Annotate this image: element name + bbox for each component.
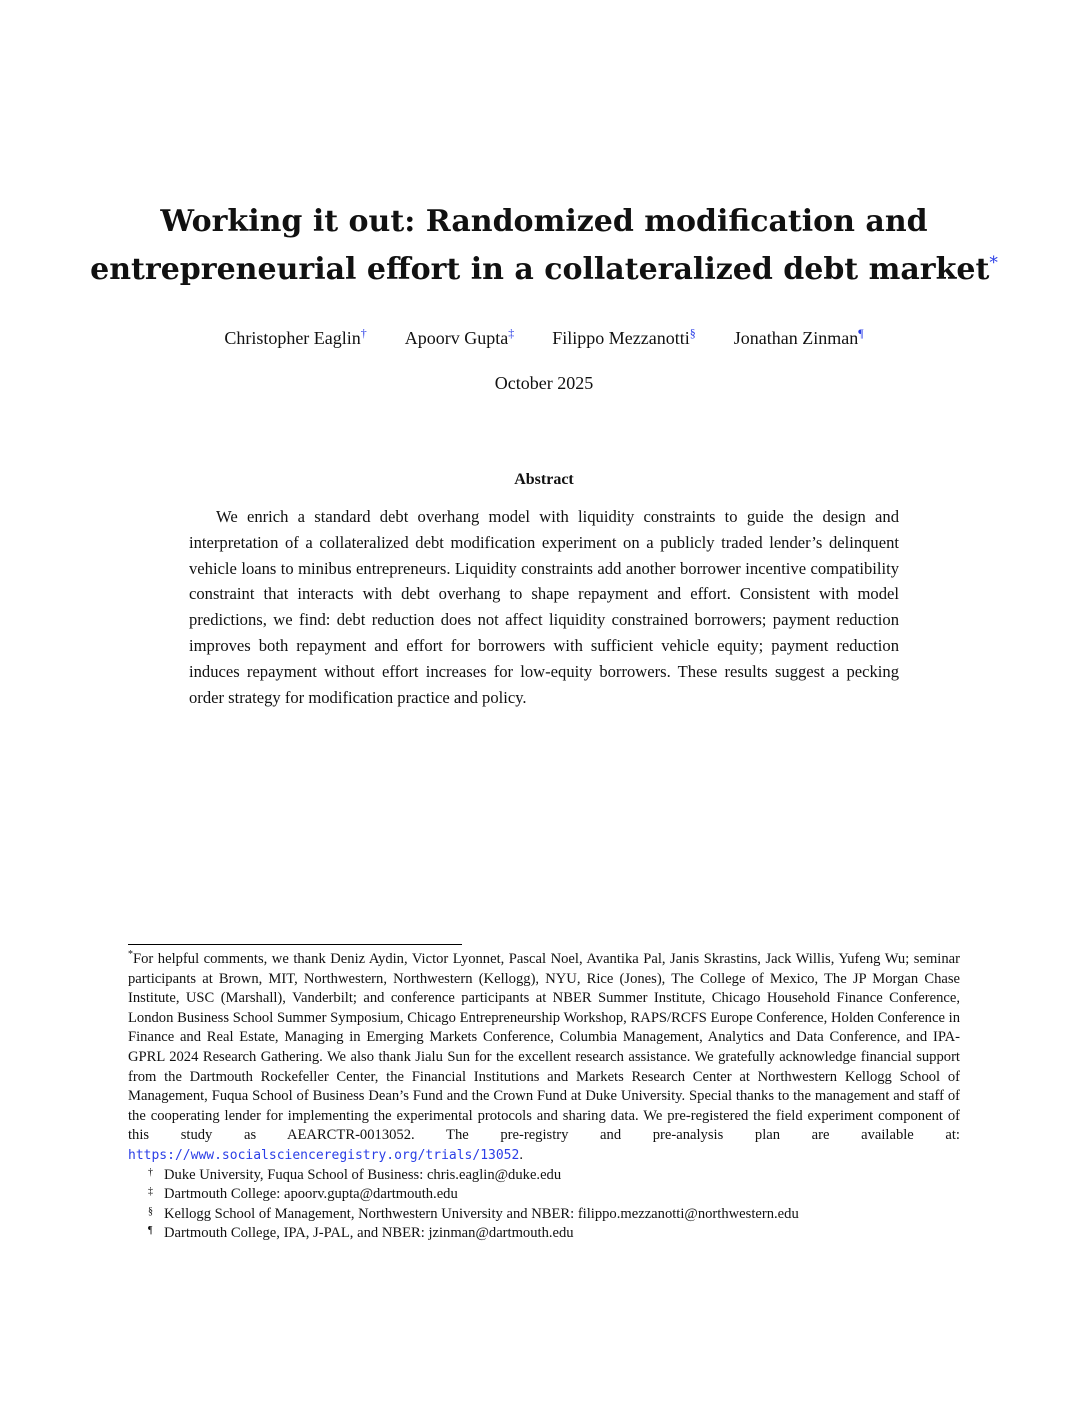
affiliation-text: Dartmouth College, IPA, J-PAL, and NBER: jzinman@dartmouth.edu: [164, 1225, 574, 1242]
affiliation-text: Dartmouth College: apoorv.gupta@dartmouth.edu: [164, 1186, 458, 1203]
paper-date: October 2025: [494, 373, 594, 393]
footnote-affiliation: [128, 1185, 960, 1205]
author-mezzanotti: [552, 318, 695, 353]
title-line-1: Working it out: Randomized modification and: [160, 204, 928, 239]
footnote-affiliation: [128, 1166, 960, 1186]
footnote-rule: [128, 944, 462, 945]
author-list: [60, 318, 1028, 353]
footnote-mark: ‡: [148, 1186, 153, 1198]
title-line-2: [60, 246, 1028, 294]
registry-link[interactable]: https://www.socialscienceregistry.org/trials/13052: [128, 1147, 520, 1163]
title-line-2-text: entrepreneurial effort in a collateralized debt market: [90, 252, 990, 287]
footnote-mark: †: [148, 1166, 153, 1178]
abstract-heading: Abstract: [514, 471, 574, 488]
author-footnote-link[interactable]: †: [360, 326, 367, 340]
footnote-acknowledgements-text: For helpful comments, we thank Deniz Aydin, Victor Lyonnet, Pascal Noel, Avantika Pal, Janis Skrastins, Jack Willis, Yufeng Wu; seminar participants at Brown, MIT, Northwestern, Northwestern (Kellogg), NYU, Rice (Jones), The College of Mexico, The JP Morgan Chase Institute, USC (Marshall), Vanderbilt; and conference participants at NBER Summer Institute, Chicago Household Finance Conference, London Business School Summer Symposium, Chicago Entrepreneurship Workshop, RAPS/RCFS Europe Conference, Holden Conference in Finance and Real Estate, Managing in Emerging Markets Conference, Columbia Management, Analytics and Data Conference, and IPA-GPRL 2024 Research Gathering. We also thank Jialu Sun for the excellent research assistance. We gratefully acknowledge financial support from the Dartmouth Rockefeller Center, the Financial Institutions and Markets Research Center at Northwestern Kellogg School of Management, Fuqua School of Business Dean’s Fund and the Crown Fund at Duke University. Special thanks to the management and staff of the cooperating lender for implementing the experimental protocols and sharing data. We pre-registered the field experiment component of this study as AEARCTR-0013052. The pre-registry and pre-analysis plan are available at:: [128, 951, 960, 1144]
author-name: Apoorv Gupta: [404, 328, 509, 348]
footnote-acknowledgements: [128, 950, 960, 1166]
footnote-affiliation: [128, 1205, 960, 1225]
footnote-mark: ¶: [148, 1225, 153, 1237]
footnote-mark: §: [148, 1205, 153, 1217]
author-name: Christopher Eaglin: [224, 328, 361, 348]
author-zinman: [734, 318, 864, 353]
title-footnote-link[interactable]: *: [989, 253, 998, 273]
affiliation-text: Duke University, Fuqua School of Business: chris.eaglin@duke.edu: [164, 1166, 562, 1183]
author-name: Filippo Mezzanotti: [552, 328, 690, 348]
author-eaglin: [224, 318, 366, 353]
author-name: Jonathan Zinman: [733, 328, 859, 348]
footnote-affiliation: [128, 1224, 960, 1244]
footnotes: [128, 950, 960, 1244]
abstract-body: We enrich a standard debt overhang model with liquidity constraints to guide the design and interpretation of a collateralized debt modification experiment on a publicly traded lender’s delinquent vehicle loans to minibus entrepreneurs. Liquidity constraints add another borrower incentive compatibility constraint that interacts with debt overhang to shape repayment and effort. Consistent with model predictions, we find: debt reduction does not affect liquidity constrained borrowers; payment reduction improves both repayment and effort for borrowers with sufficient vehicle equity; payment reduction induces repayment without effort increases for low-equity borrowers. These results suggest a pecking order strategy for modification practice and policy.: [189, 507, 899, 707]
author-gupta: [405, 318, 514, 353]
paper-title: [60, 198, 1028, 294]
author-footnote-link[interactable]: ‡: [508, 326, 515, 340]
author-footnote-link[interactable]: ¶: [858, 326, 864, 340]
footnote-mark: *: [128, 949, 133, 961]
affiliation-text: Kellogg School of Management, Northwestern University and NBER: filippo.mezzanotti@northwestern.edu: [164, 1205, 799, 1222]
author-footnote-link[interactable]: §: [689, 326, 696, 340]
link-suffix: .: [519, 1146, 523, 1163]
